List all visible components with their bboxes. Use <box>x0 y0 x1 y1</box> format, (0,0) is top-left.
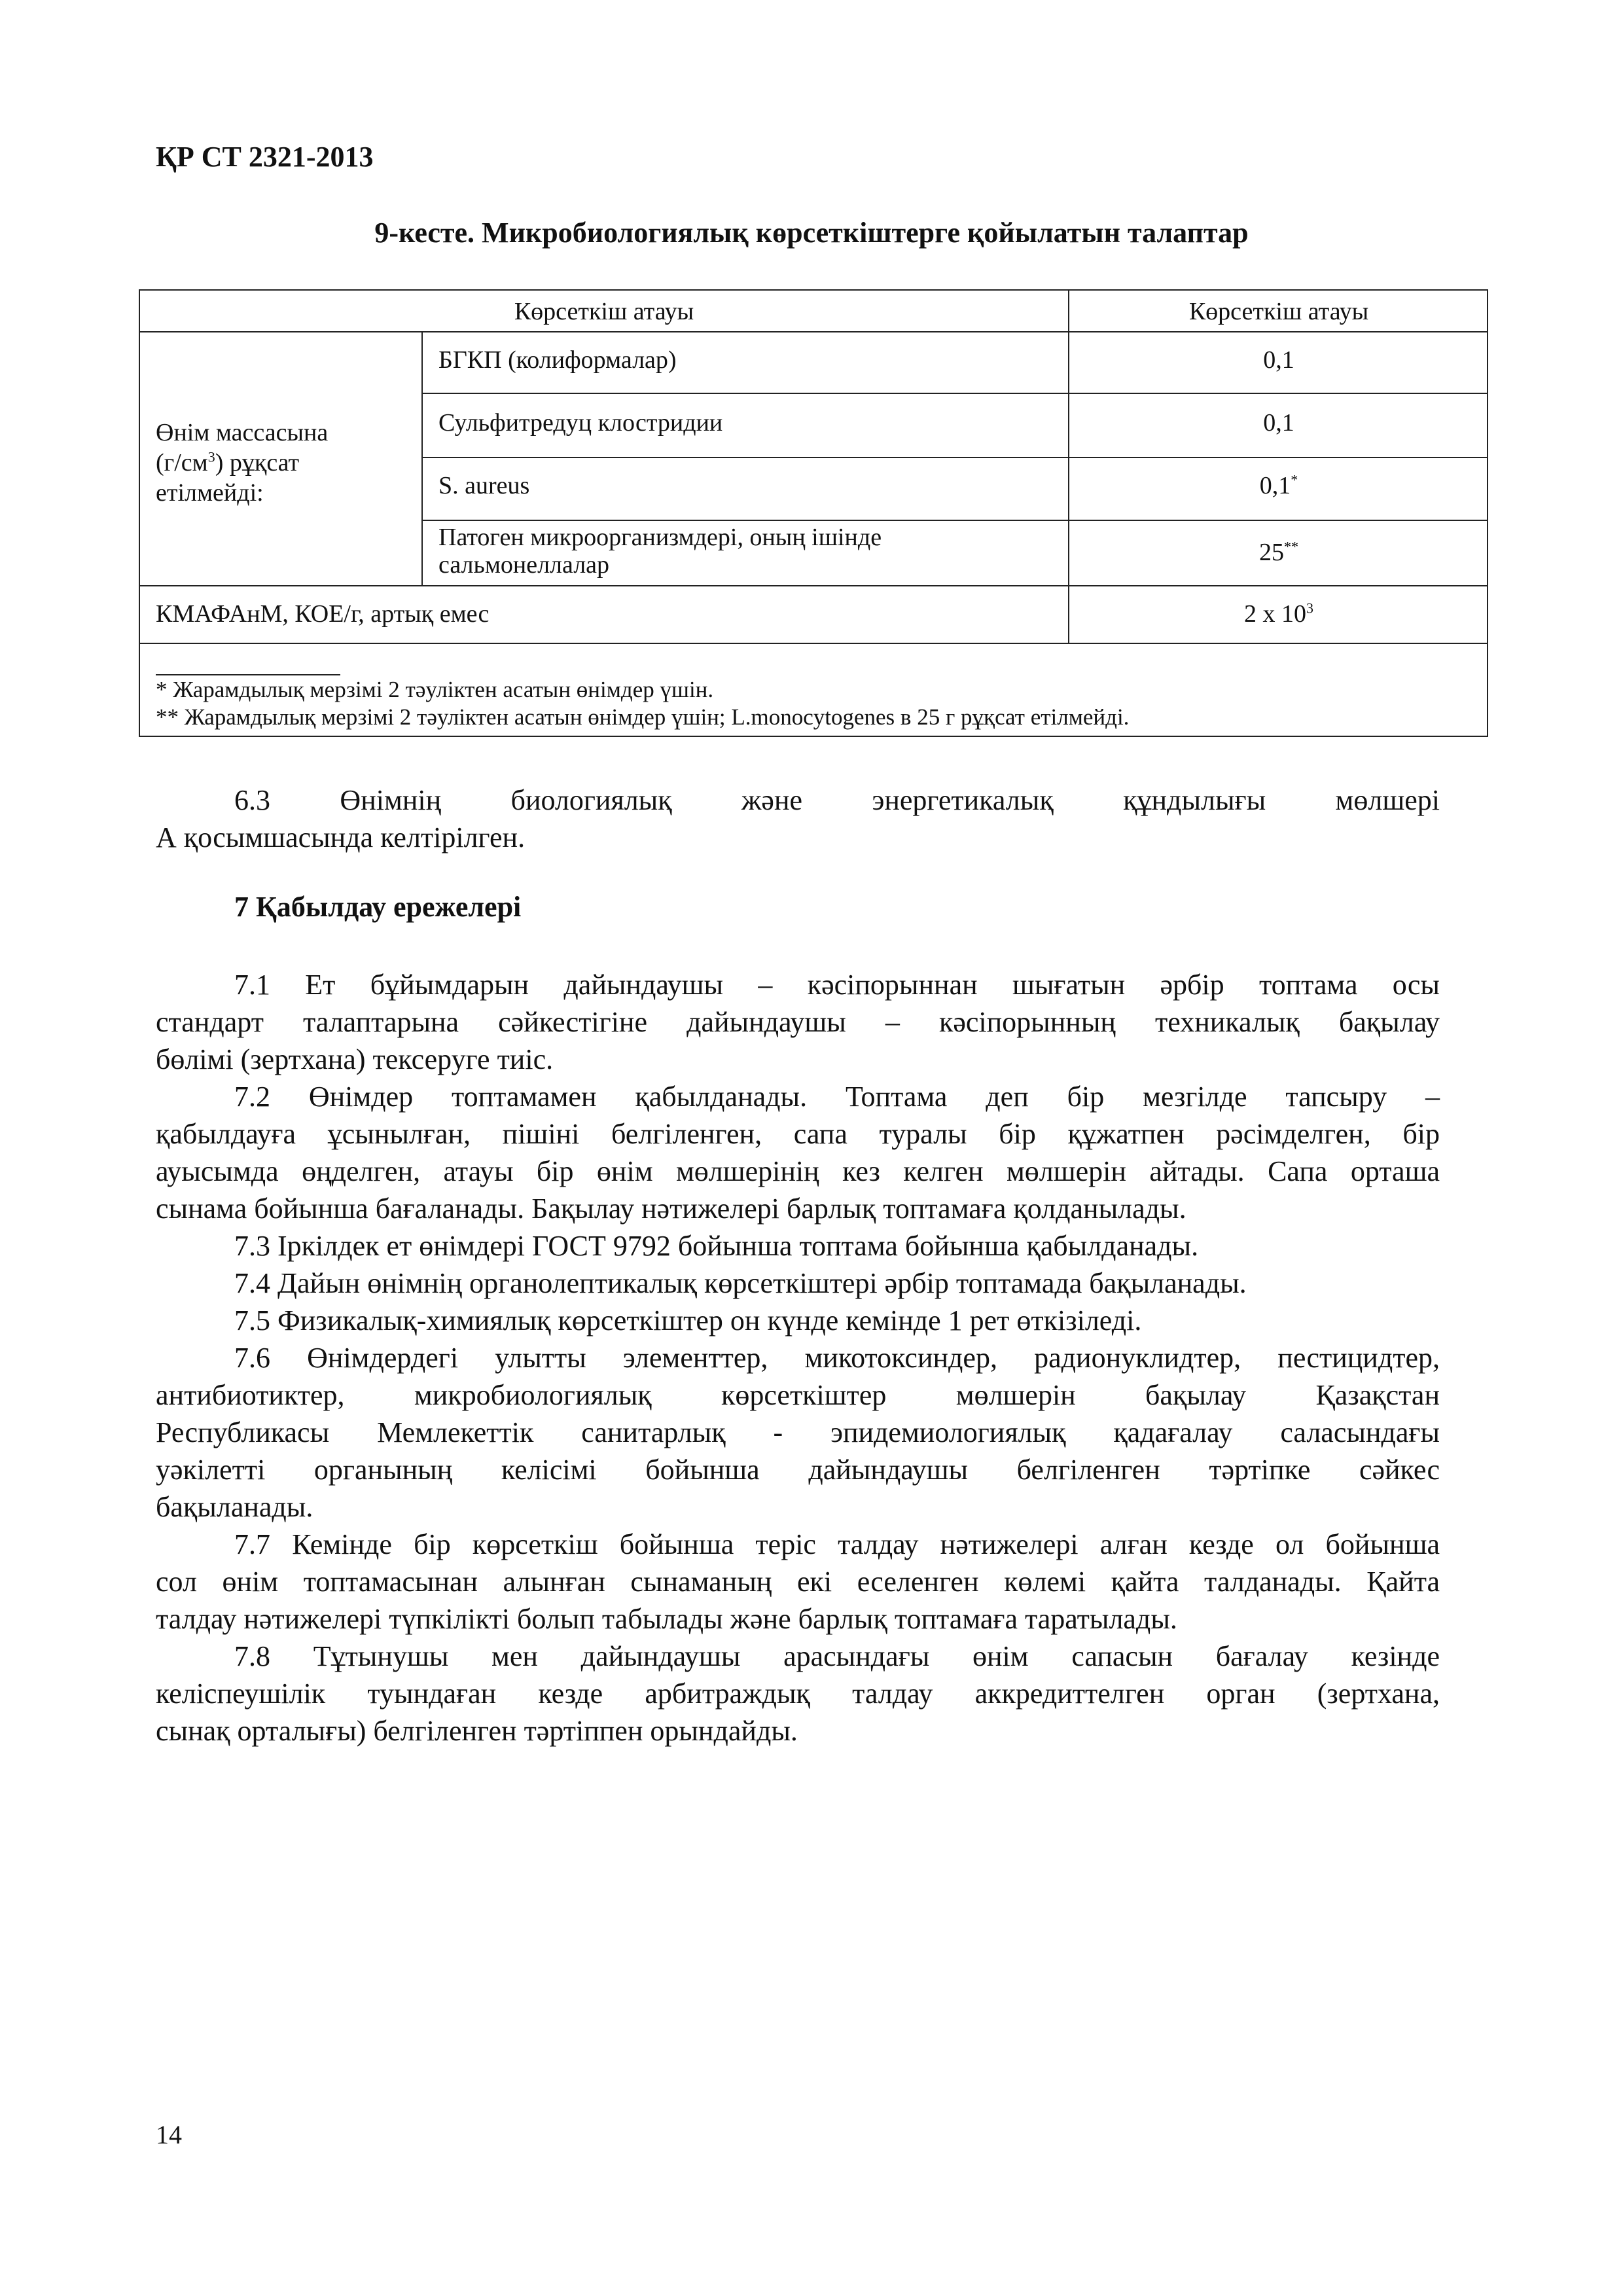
section-6-3 <box>156 781 1440 856</box>
para-line: қабылдауға ұсынылған, пішіні белгіленген, сапа туралы бір құжатпен рәсімделген, бір <box>156 1118 1440 1150</box>
para-line: сынақ орталығы) белгіленген тәртіппен орындайды. <box>156 1715 798 1747</box>
row-name-saureus: S. aureus <box>438 472 530 499</box>
group-label <box>156 418 418 508</box>
para-line: ауысымда өңделген, атауы бір өнім мөлшерінің кез келген мөлшерін айтады. Сапа орташа <box>156 1155 1440 1187</box>
page-number: 14 <box>156 2120 182 2149</box>
para-line: келіспеушілік туындаған кезде арбитраждық талдау аккредиттелген орган (зертхана, <box>156 1677 1440 1710</box>
section-6-3-line: 6.3 Өнімнің биологиялық және энергетикалық құндылығы мөлшері <box>234 784 1440 816</box>
para-line: Республикасы Мемлекеттік санитарлық - эпидемиологиялық қадағалау саласындағы <box>156 1416 1440 1448</box>
para-line: 7.1 Ет бұйымдарын дайындаушы – кәсіпорыннан шығатын әрбір топтама осы <box>234 969 1440 1001</box>
footnote-1: * Жарамдылық мерзімі 2 тәуліктен асатын өнімдер үшін. <box>156 677 714 702</box>
footnote-2: ** Жарамдылық мерзімі 2 тәуліктен асатын өнімдер үшін; L.monocytogenes в 25 г рұқсат етілмейді. <box>156 704 1130 730</box>
row-value-pathogens: 25** <box>1259 538 1298 566</box>
row-name-bgkp: БГКП (колиформалар) <box>438 346 677 374</box>
row-name-kmafanm: КМАФАнМ, КОЕ/г, артық емес <box>156 600 490 628</box>
group-label-line3: етілмейді: <box>156 479 264 507</box>
para-line: 7.7 Кемінде бір көрсеткіш бойынша теріс талдау нәтижелері алған кезде ол бойынша <box>234 1528 1440 1560</box>
section-7-title: 7 Қабылдау ережелері <box>234 891 522 923</box>
para-line: бөлімі (зертхана) тексеруге тиіс. <box>156 1043 554 1075</box>
row-name-clostridia: Сульфитредуц клостридии <box>438 409 723 437</box>
document-header: ҚР СТ 2321-2013 <box>156 141 374 173</box>
group-label-line2b: ) рұқсат <box>215 449 300 476</box>
para-line: 7.2 Өнімдер топтамамен қабылданады. Топтама деп бір мезгілде тапсыру – <box>234 1081 1440 1113</box>
para-line: антибиотиктер, микробиологиялық көрсеткіштер мөлшерін бақылау Қазақстан <box>156 1379 1440 1411</box>
para-line: 7.8 Тұтынушы мен дайындаушы арасындағы өнім сапасын бағалау кезінде <box>234 1640 1440 1672</box>
section-7-body <box>156 966 1440 1749</box>
para-line: сынама бойынша бағаланады. Бақылау нәтижелері барлық топтамаға қолданылады. <box>156 1193 1186 1225</box>
row-value-saureus: 0,1* <box>1259 471 1298 499</box>
col1-header: Көрсеткіш атауы <box>514 298 694 325</box>
row-value-bgkp: 0,1 <box>1263 346 1294 374</box>
requirements-table <box>139 289 1488 737</box>
para-line: 7.6 Өнімдердегі улытты элементтер, микотоксиндер, радионуклидтер, пестицидтер, <box>234 1342 1440 1374</box>
para-line: стандарт талаптарына сәйкестігіне дайындаушы – кәсіпорынның техникалық бақылау <box>156 1006 1440 1038</box>
group-label-line1: Өнім массасына <box>156 419 329 446</box>
group-label-sup: 3 <box>207 448 215 465</box>
row-value-clostridia: 0,1 <box>1263 409 1294 437</box>
para-line: сол өнім топтамасынан алынған сынаманың екі еселенген көлемі қайта талданады. Қайта <box>156 1566 1440 1598</box>
para-line: 7.3 Іркілдек ет өнімдері ГОСТ 9792 бойынша топтама бойынша қабылданады. <box>234 1230 1199 1262</box>
row-value-kmafanm: 2 х $10^3$ <box>1244 600 1313 628</box>
para-line: 7.5 Физикалық-химиялық көрсеткіштер он күнде кемінде 1 рет өткізіледі. <box>234 1304 1142 1336</box>
para-line: талдау нәтижелері түпкілікті болып табылады және барлық топтамаға таратылады. <box>156 1603 1177 1635</box>
table-caption: 9-кесте. Микробиологиялық көрсеткіштерге қойылатын талаптар <box>374 217 1249 249</box>
footnote-separator <box>156 674 340 675</box>
para-line: уәкілетті органының келісімі бойынша дайындаушы белгіленген тәртіпке сәйкес <box>156 1454 1440 1486</box>
group-label-line2a: (г/см <box>156 449 208 476</box>
para-line: 7.4 Дайын өнімнің органолептикалық көрсеткіштері әрбір топтамада бақыланады. <box>234 1267 1247 1299</box>
col2-header: Көрсеткіш атауы <box>1188 298 1369 325</box>
row-name-pathogens: Патоген микроорганизмдері, оның ішінде сальмонеллалар <box>438 524 882 579</box>
para-line: бақыланады. <box>156 1491 313 1523</box>
section-6-3-line: А қосымшасында келтірілген. <box>156 821 526 853</box>
